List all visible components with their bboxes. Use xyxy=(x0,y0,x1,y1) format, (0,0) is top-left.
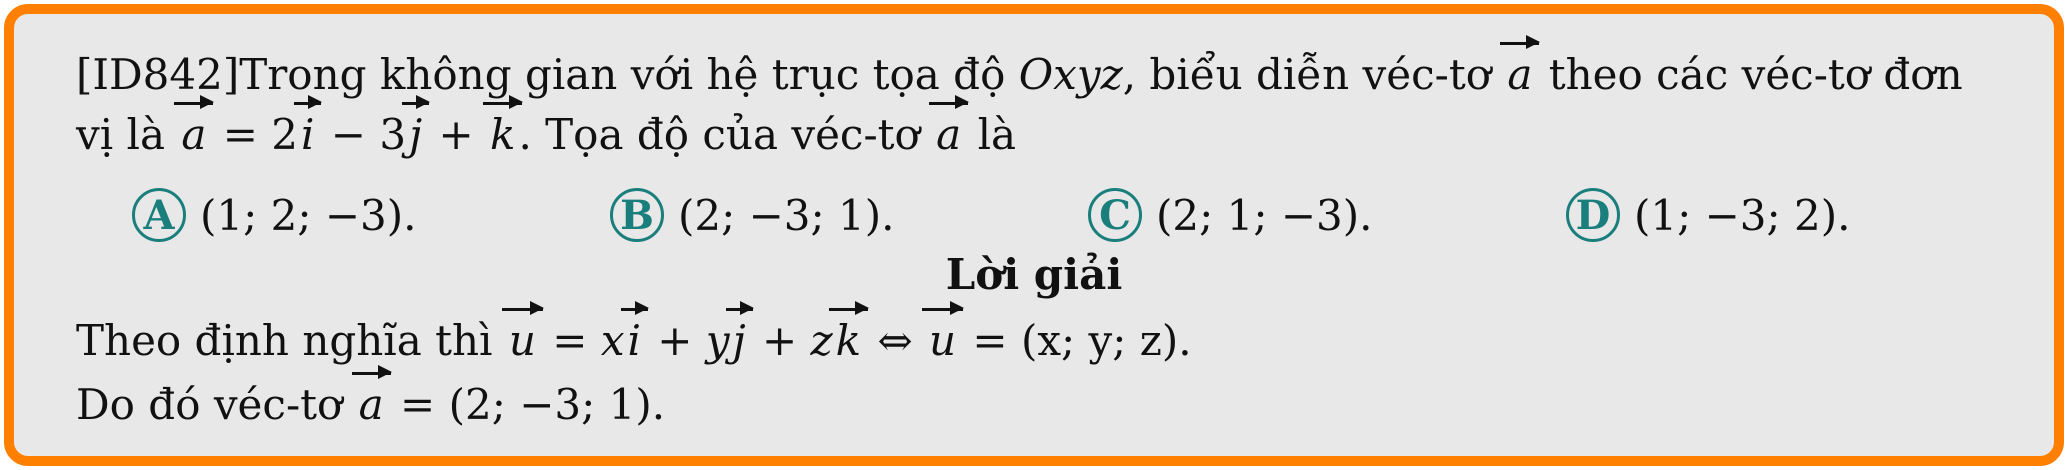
vector-a: a xyxy=(1504,50,1535,99)
option-c-text: (2; 1; −3). xyxy=(1156,190,1373,240)
vector-j: j xyxy=(406,110,425,159)
vector-a: a xyxy=(356,380,387,429)
question-id: [ID842] xyxy=(76,50,240,99)
option-d[interactable] xyxy=(1566,188,1850,242)
problem-card xyxy=(4,4,2064,466)
coordinate-system: Oxyz xyxy=(1018,50,1123,99)
option-c-letter: C xyxy=(1088,188,1142,242)
iff-symbol: ⇔ xyxy=(864,316,927,365)
option-b-text: (2; −3; 1). xyxy=(678,190,895,240)
vector-j: j xyxy=(730,316,749,365)
option-b[interactable] xyxy=(610,188,894,242)
vector-i: i xyxy=(298,110,317,159)
vector-k: k xyxy=(487,110,518,159)
option-a-letter: A xyxy=(132,188,186,242)
vector-a: a xyxy=(933,110,964,159)
option-b-letter: B xyxy=(610,188,664,242)
question-line-2: vị là a = 2i − 3j + k. Tọa độ của véc-tơ a là xyxy=(76,110,1017,159)
vector-a: a xyxy=(178,110,209,159)
option-d-letter: D xyxy=(1566,188,1620,242)
vector-k: k xyxy=(833,316,864,365)
option-d-text: (1; −3; 2). xyxy=(1634,190,1851,240)
vector-u: u xyxy=(506,316,539,365)
solution-heading: Lời giải xyxy=(945,250,1123,299)
question-line-1: [ID842]Trong không gian với hệ trục tọa độ Oxyz, biểu diễn véc-tơ a theo các véc-tơ đơn xyxy=(76,50,1963,99)
solution-line-1: Theo định nghĩa thì u = xi + yj + zk ⇔ u = (x; y; z). xyxy=(76,316,1192,365)
vector-u: u xyxy=(926,316,959,365)
vector-i: i xyxy=(625,316,644,365)
option-a-text: (1; 2; −3). xyxy=(200,190,417,240)
solution-line-2: Do đó véc-tơ a = (2; −3; 1). xyxy=(76,380,666,429)
option-a[interactable] xyxy=(132,188,416,242)
option-c[interactable] xyxy=(1088,188,1372,242)
